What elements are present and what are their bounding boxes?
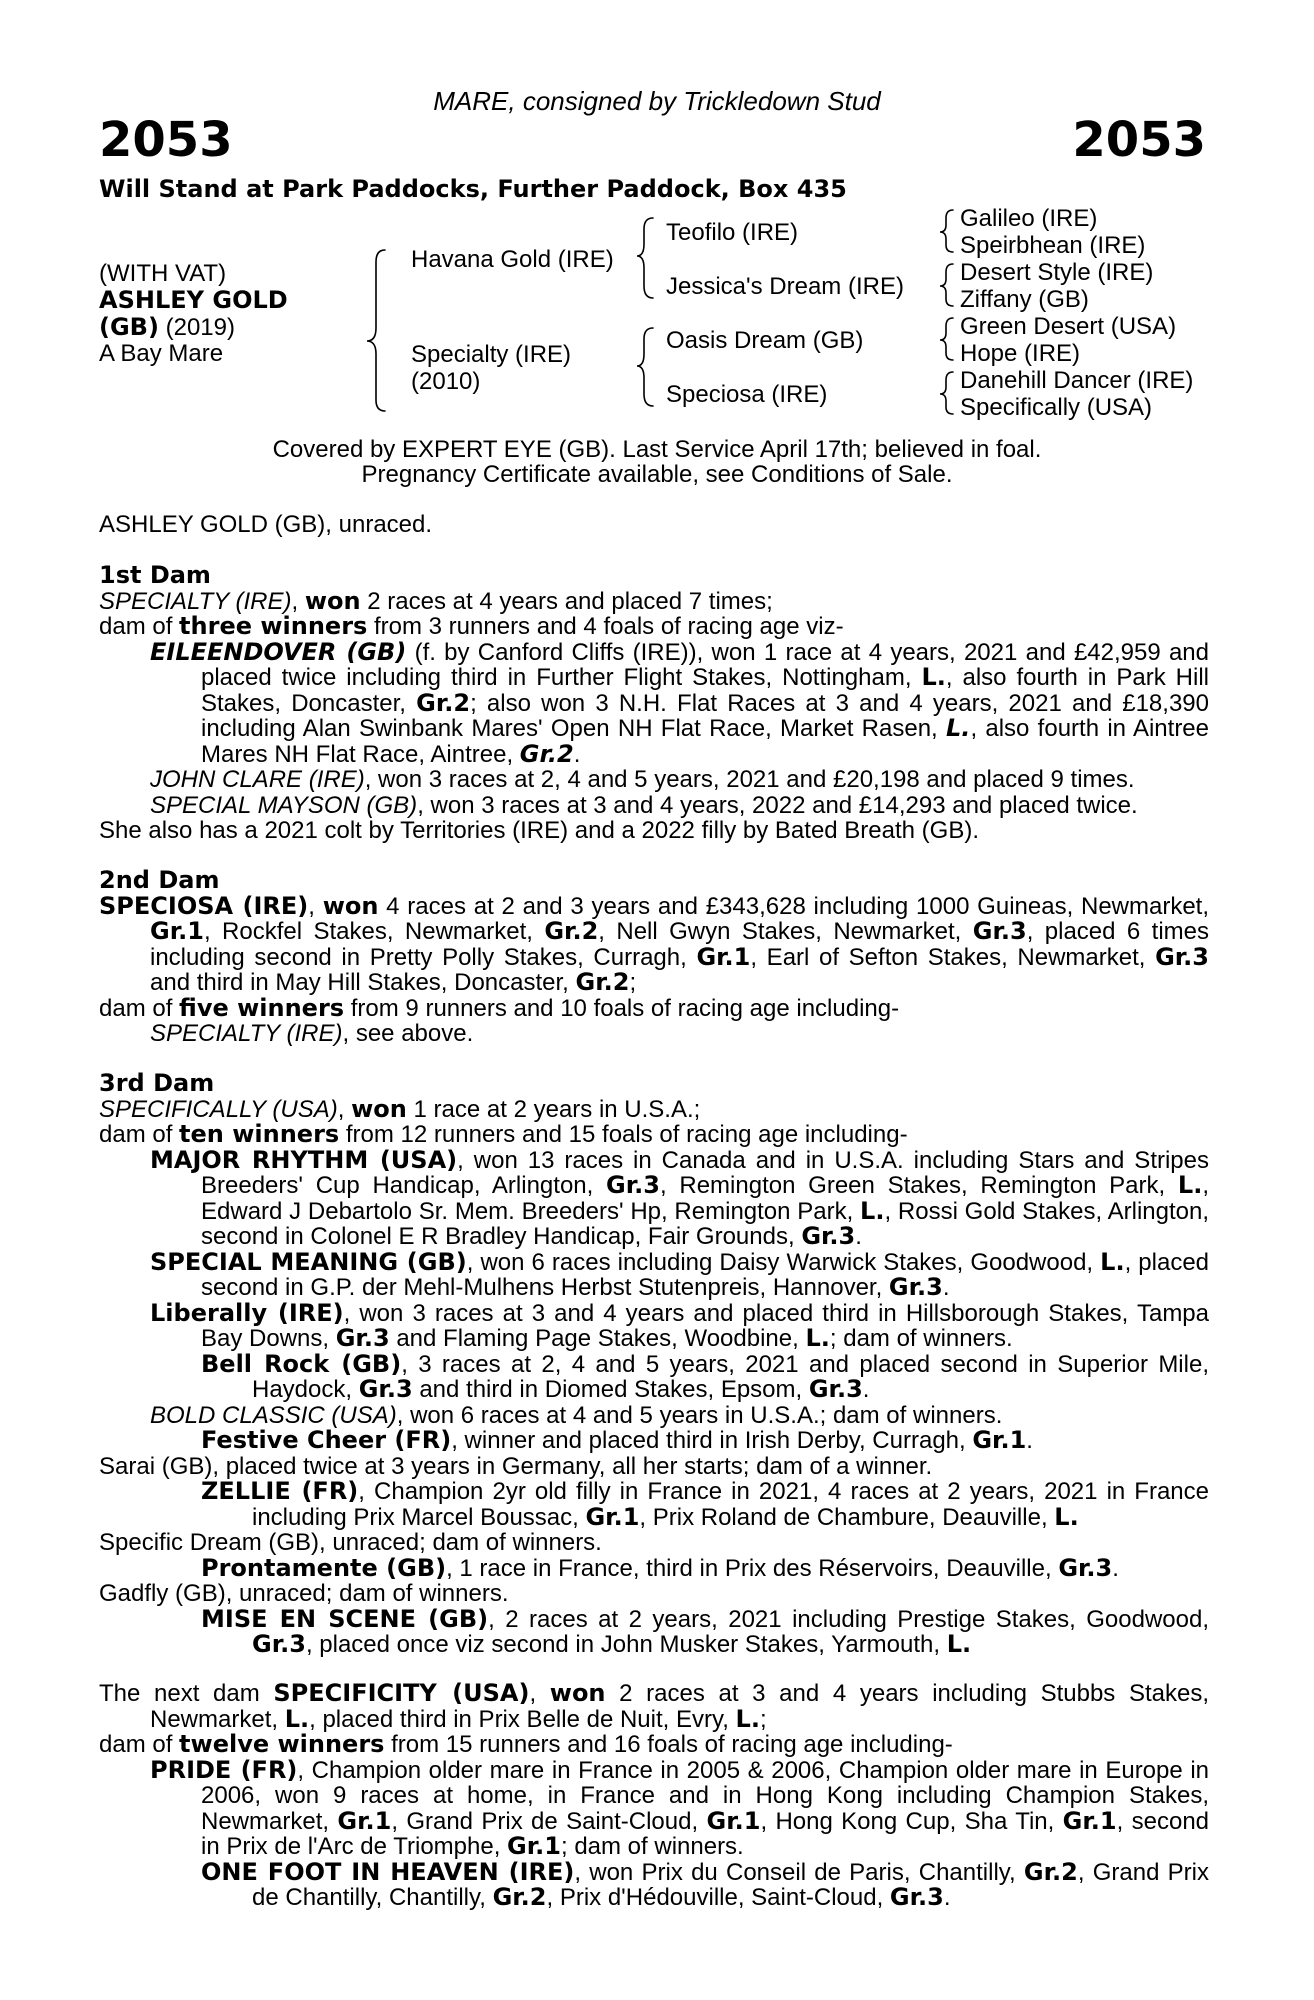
- brace-g2: [940, 264, 953, 306]
- brace-main: [367, 250, 385, 411]
- produce-one-foot-in-heaven: ONE FOOT IN HEAVEN (IRE), won Prix du Conseil de Paris, Chantilly, Gr.2, Grand Prix de Chantilly, Chantilly, Gr.2, Prix d'Hédouville, Saint-Cloud, Gr.3.: [201, 1857, 1209, 1911]
- grand-ancestor-7: Danehill Dancer (IRE): [960, 367, 1194, 394]
- first-dam-produce: dam of three winners from 3 runners and 4 foals of racing age viz-: [99, 612, 844, 640]
- produce-john-clare: JOHN CLARE (IRE), won 3 races at 2, 4 and 5 years, 2021 and £20,198 and placed 9 times.: [150, 766, 1135, 793]
- first-dam-foals: She also has a 2021 colt by Territories (IRE) and a 2022 filly by Bated Breath (GB).: [99, 817, 980, 844]
- grand-ancestor-5: Green Desert (USA): [960, 313, 1177, 340]
- dam-line1: Specialty (IRE): [411, 341, 572, 368]
- certificate-line: Pregnancy Certificate available, see Conditions of Sale.: [361, 461, 953, 488]
- brace-g3: [940, 318, 953, 360]
- next-dam-record: The next dam SPECIFICITY (USA), won 2 races at 3 and 4 years including Stubbs Stakes, Newmarket, L., placed third in Prix Belle de Nuit, Evry, L.;: [99, 1679, 1209, 1733]
- produce-liberally: Liberally (IRE), won 3 races at 3 and 4 years and placed third in Hillsborough Stakes, Tampa Bay Downs, Gr.3 and Flaming Page Stakes, Woodbine, L.; dam of winners.: [150, 1298, 1210, 1352]
- produce-festive-cheer: Festive Cheer (FR), winner and placed third in Irish Derby, Curragh, Gr.1.: [201, 1426, 1033, 1454]
- grand-ancestor-3: Desert Style (IRE): [960, 259, 1154, 286]
- first-dam-heading: 1st Dam: [99, 561, 211, 589]
- produce-sarai: Sarai (GB), placed twice at 3 years in Germany, all her starts; dam of a winner.: [99, 1452, 933, 1480]
- produce-eileendover: EILEENDOVER (GB) (f. by Canford Cliffs (IRE)), won 1 race at 4 years, 2021 and £42,959 and placed twice including third in Further Flight Stakes, Nottingham, L., also fourth in Park Hill Stakes, Doncaster, Gr.2; also won 3 N.H. Flat Races at 3 and 4 years, 2021 and £18,390 including Alan Swinbank Mares' Open NH Flat Race, Market Rasen, L., also fourth in Aintree Mares NH Flat Race, Aintree, Gr.2.: [150, 637, 1210, 768]
- produce-gadfly: Gadfly (GB), unraced; dam of winners.: [99, 1580, 509, 1607]
- produce-bold-classic: BOLD CLASSIC (USA), won 6 races at 4 and 5 years in U.S.A.; dam of winners.: [150, 1401, 1003, 1429]
- horse-country: (GB): [99, 313, 159, 341]
- produce-major-rhythm: MAJOR RHYTHM (USA), won 13 races in Canada and in U.S.A. including Stars and Stripes Breeders' Cup Handicap, Arlington, Gr.3, Remington Green Stakes, Remington Park, L., Edward J Debartolo Sr. Mem. Breeders' Hp, Remington Park, L., Rossi Gold Stakes, Arlington, second in Colonel E R Bradley Handicap, Fair Grounds, Gr.3.: [150, 1145, 1210, 1250]
- produce-specific-dream: Specific Dream (GB), unraced; dam of winners.: [99, 1529, 602, 1556]
- grand-ancestor-2: Speirbhean (IRE): [960, 232, 1146, 259]
- pedigree-braces: [0, 0, 1314, 430]
- next-dam-produce: dam of twelve winners from 15 runners and 16 foals of racing age including-: [99, 1730, 953, 1758]
- second-dam-produce: dam of five winners from 9 runners and 10 foals of racing age including-: [99, 993, 900, 1022]
- produce-prontamente: Prontamente (GB), 1 race in France, third in Prix des Réservoirs, Deauville, Gr.3.: [201, 1553, 1119, 1582]
- vat-note: (WITH VAT): [99, 260, 227, 287]
- produce-bell-rock: Bell Rock (GB), 3 races at 2, 4 and 5 years, 2021 and placed second in Superior Mile, Haydock, Gr.3 and third in Diomed Stakes, Epsom, Gr.3.: [201, 1349, 1209, 1403]
- covered-line: Covered by EXPERT EYE (GB). Last Service April 17th; believed in foal.: [272, 436, 1042, 463]
- second-dam-section: [99, 868, 1209, 1047]
- dam-dam: Speciosa (IRE): [666, 381, 828, 408]
- horse-name: ASHLEY GOLD: [99, 286, 288, 314]
- first-dam-record: SPECIALTY (IRE), won 2 races at 4 years and placed 7 times;: [99, 586, 773, 615]
- second-dam-heading: 2nd Dam: [99, 866, 220, 894]
- stand-location: Will Stand at Park Paddocks, Further Paddock, Box 435: [99, 175, 847, 203]
- second-dam-specialty: SPECIALTY (IRE), see above.: [150, 1020, 474, 1047]
- sire-dam: Jessica's Dream (IRE): [666, 273, 904, 300]
- first-dam-section: [99, 563, 1209, 844]
- horse-year: (2019): [158, 314, 235, 341]
- produce-pride: PRIDE (FR), Champion older mare in France in 2005 & 2006, Champion older mare in Europe in 2006, won 9 races at home, in France and in Hong Kong including Champion Stakes, Newmarket, Gr.1, Grand Prix de Saint-Cloud, Gr.1, Hong Kong Cup, Sha Tin, Gr.1, second in Prix de l'Arc de Triomphe, Gr.1; dam of winners.: [150, 1755, 1210, 1860]
- third-dam-record: SPECIFICALLY (USA), won 1 race at 2 years in U.S.A.;: [99, 1094, 701, 1123]
- produce-mise-en-scene: MISE EN SCENE (GB), 2 races at 2 years, 2021 including Prestige Stakes, Goodwood, Gr.3, placed once viz second in John Musker Stakes, Yarmouth, L.: [201, 1604, 1209, 1658]
- third-dam-produce: dam of ten winners from 12 runners and 15 foals of racing age including-: [99, 1120, 908, 1148]
- next-dam-section: [99, 1681, 1209, 1911]
- brace-g1: [940, 210, 953, 252]
- grand-ancestor-4: Ziffany (GB): [960, 286, 1089, 313]
- brace-g4: [940, 372, 953, 414]
- produce-special-mayson: SPECIAL MAYSON (GB), won 3 races at 3 and 4 years, 2022 and £14,293 and placed twice.: [150, 791, 1138, 819]
- second-dam-record: SPECIOSA (IRE), won 4 races at 2 and 3 years and £343,628 including 1000 Guineas, Newmarket, Gr.1, Rockfel Stakes, Newmarket, Gr.2, Nell Gwyn Stakes, Newmarket, Gr.3, placed 6 times including second in Pretty Polly Stakes, Curragh, Gr.1, Earl of Sefton Stakes, Newmarket, Gr.3 and third in May Hill Stakes, Doncaster, Gr.2;: [99, 891, 1210, 996]
- brace-dam: [637, 328, 653, 406]
- consignment-line: MARE, consigned by Trickledown Stud: [433, 86, 881, 116]
- grand-ancestor-8: Specifically (USA): [960, 394, 1153, 421]
- dam-sire: Oasis Dream (GB): [666, 327, 864, 354]
- produce-zellie: ZELLIE (FR), Champion 2yr old filly in France in 2021, 4 races at 2 years, 2021 in France including Prix Marcel Boussac, Gr.1, Prix Roland de Chambure, Deauville, L.: [201, 1477, 1210, 1531]
- dam-line2: (2010): [411, 368, 481, 395]
- third-dam-heading: 3rd Dam: [99, 1069, 215, 1097]
- horse-description: A Bay Mare: [99, 340, 224, 367]
- grand-ancestor-1: Galileo (IRE): [960, 205, 1098, 232]
- third-dam-section: [99, 1071, 1209, 1658]
- lot-number-right: 2053: [1072, 112, 1206, 168]
- sire-sire: Teofilo (IRE): [666, 219, 799, 246]
- unraced-note: ASHLEY GOLD (GB), unraced.: [99, 511, 433, 538]
- grand-ancestor-6: Hope (IRE): [960, 340, 1081, 367]
- sire: Havana Gold (IRE): [411, 246, 614, 273]
- produce-special-meaning: SPECIAL MEANING (GB), won 6 races including Daisy Warwick Stakes, Goodwood, L., placed second in G.P. der Mehl-Mulhens Herbst Stutenpreis, Hannover, Gr.3.: [150, 1247, 1210, 1301]
- brace-sire: [637, 218, 653, 298]
- lot-number-left: 2053: [99, 112, 233, 168]
